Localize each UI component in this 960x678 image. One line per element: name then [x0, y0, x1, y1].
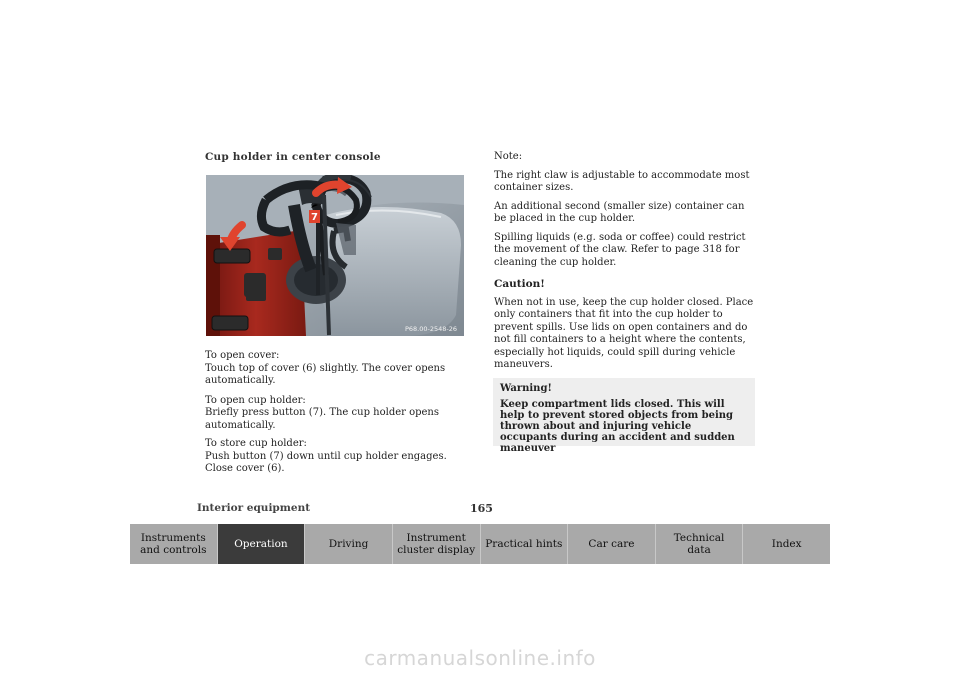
nav-tab-car-care[interactable]: Car care [568, 524, 656, 564]
caution-body: When not in use, keep the cup holder closed. Place only containers that fit into the cup holder to prevent spills. Use lids on open containers and do not fill containers to a height where the contents, especially hot liquids, could spill during vehicle maneuvers. [494, 296, 754, 370]
photo-code: P68.00-2548-26 [404, 325, 457, 333]
note-1: The right claw is adjustable to accommodate most container sizes. [494, 169, 750, 193]
nav-tab-practical-hints[interactable]: Practical hints [481, 524, 569, 564]
note-head: Note: [494, 151, 523, 162]
open-cover-body: Touch top of cover (6) slightly. The cover opens automatically. [205, 362, 446, 386]
open-holder-head: To open cup holder: [205, 394, 306, 406]
cup-holder-photo [206, 175, 464, 336]
cup-holder-illustration [206, 175, 464, 336]
nav-tab-instruments-and-controls[interactable]: Instruments and controls [130, 524, 218, 564]
store-holder-head: To store cup holder: [205, 438, 307, 449]
nav-tab-technical-data[interactable]: Technical data [656, 524, 744, 564]
warning-box [493, 378, 755, 454]
nav-tab-index[interactable]: Index [743, 524, 830, 564]
right-column [494, 151, 756, 372]
chapter-nav [130, 524, 830, 564]
nav-tab-instrument-cluster-display[interactable]: Instrument cluster display [393, 524, 481, 564]
section-title: Cup holder in center console [205, 151, 381, 163]
warning-title: Warning! [500, 383, 552, 394]
nav-tab-driving[interactable]: Driving [305, 524, 393, 564]
note-3: Spilling liquids (e.g. soda or coffee) could restrict the movement of the claw. Refer to page 318 for cleaning the cup holder. [494, 231, 746, 268]
store-holder-body: Push button (7) down until cup holder engages. Close cover (6). [205, 450, 447, 474]
open-holder-body: Briefly press button (7). The cup holder opens automatically. [205, 407, 440, 431]
caution-head: Caution! [494, 278, 545, 290]
open-cover-head: To open cover: [205, 350, 280, 361]
nav-tab-operation[interactable]: Operation [218, 524, 306, 564]
left-column [205, 350, 470, 476]
page-number: 165 [470, 502, 493, 515]
warning-body: Keep compartment lids closed. This will help to prevent stored objects from being thrown about and injuring vehicle occupants during an accident and sudden maneuver [500, 399, 735, 454]
watermark: carmanualsonline.info [364, 646, 596, 670]
callout-number: 7 [311, 212, 318, 223]
footer-section-title: Interior equipment [197, 502, 311, 514]
note-2: An additional second (smaller size) container can be placed in the cup holder. [494, 200, 745, 224]
